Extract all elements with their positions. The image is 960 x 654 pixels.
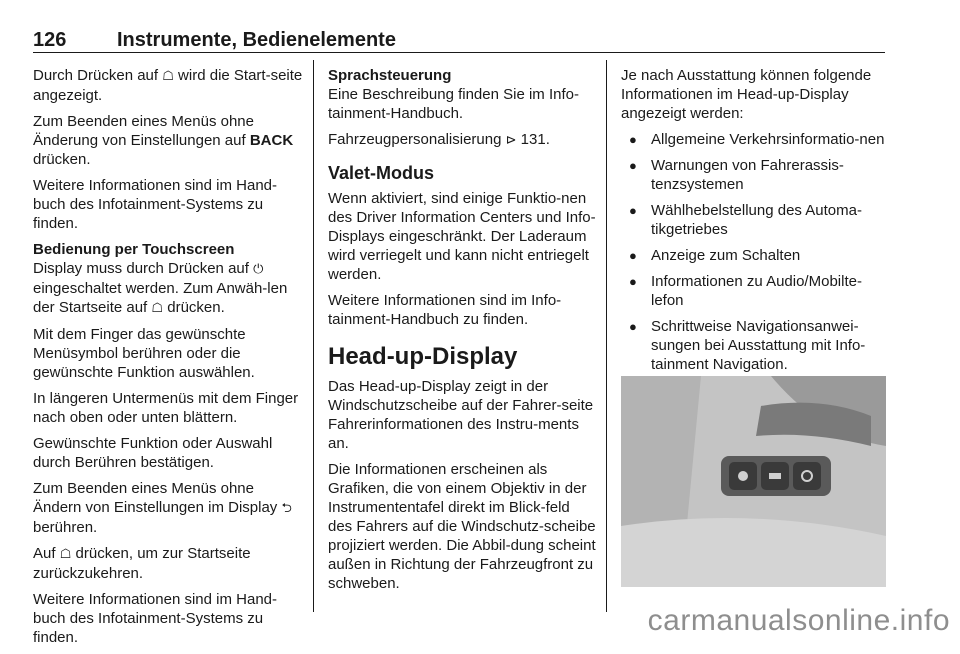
paragraph: Zum Beenden eines Menüs ohne Änderung von Einstellungen auf BACK drücken. [33, 113, 294, 168]
watermark: carmanualsonline.info [647, 604, 950, 637]
list-item: ● Anzeige zum Schalten [621, 246, 887, 265]
home-icon: ☖ [162, 69, 174, 84]
home-icon: ☖ [151, 301, 164, 316]
column-1 [33, 66, 303, 654]
paragraph: In längeren Untermenüs mit dem Finger nach oben oder unten blättern. [33, 390, 299, 426]
list-item: ● Warnungen von Fahrerassis-tenzsystemen [621, 156, 887, 194]
page-header [33, 26, 885, 53]
paragraph: Je nach Ausstattung können folgende Informationen im Head-up-Display angezeigt werden: [621, 67, 872, 122]
paragraph: Weitere Informationen sind im Info-tainment-Handbuch zu finden. [328, 292, 562, 328]
paragraph: Zum Beenden eines Menüs ohne Ändern von Einstellungen im Display ⮌ berühren. [33, 480, 292, 536]
list-item: ● Informationen zu Audio/Mobilte-lefon [621, 272, 887, 310]
paragraph: Die Informationen erscheinen als Grafiken, die von einem Objektiv in der Instrumententafel direkt im Blick-feld des Fahrers auf die Windschutz-scheibe projiziert werden. Die Abbil-dung scheint außen in Richtung der Fahrzeugfront zu schweben. [328, 461, 596, 592]
column-divider [313, 60, 314, 612]
paragraph: Gewünschte Funktion oder Auswahl durch Berühren bestätigen. [33, 435, 273, 471]
subheading-touchscreen: Bedienung per Touchscreen [33, 241, 235, 258]
page-title: Instrumente, Bedienelemente [117, 29, 396, 51]
paragraph: Auf ☖ drücken, um zur Startseite zurückzukehren. [33, 545, 251, 582]
bullet-list [621, 130, 887, 374]
column-divider [606, 60, 607, 612]
paragraph: Weitere Informationen sind im Hand-buch des Infotainment-Systems zu finden. [33, 591, 277, 646]
page-number: 126 [33, 29, 67, 51]
paragraph: Das Head-up-Display zeigt in der Windschutzscheibe auf der Fahrer-seite Fahrerinformationen des Instru-ments an. [328, 378, 594, 452]
list-item: ● Wählhebelstellung des Automa-tikgetriebes [621, 201, 887, 239]
subheading-voice-control: Sprachsteuerung [328, 67, 452, 84]
paragraph: Fahrzeugpersonalisierung ⊳ 131. [328, 131, 550, 148]
heading-valet-mode: Valet-Modus [328, 163, 435, 183]
paragraph: Durch Drücken auf ☖ wird die Start-seite angezeigt. [33, 67, 303, 104]
home-icon: ☖ [59, 547, 72, 562]
paragraph: Eine Beschreibung finden Sie im Info-tainment-Handbuch. [328, 86, 579, 122]
column-3 [621, 66, 887, 381]
hud-control-illustration [621, 376, 886, 587]
hud-control-photo [621, 376, 886, 587]
paragraph: Wenn aktiviert, sind einige Funktio-nen des Driver Information Centers und Info-Displays eingeschränkt. Der Laderaum wird verriegelt und kann nicht entriegelt werden. [328, 190, 596, 283]
paragraph: Mit dem Finger das gewünschte Menüsymbol berühren oder die gewünschte Funktion auswählen. [33, 326, 255, 381]
paragraph: Weitere Informationen sind im Hand-buch des Infotainment-Systems zu finden. [33, 177, 277, 232]
column-2 [328, 66, 596, 600]
back-icon: ⮌ [281, 501, 292, 516]
power-icon: ⏻ [253, 262, 264, 277]
list-item: ● Schrittweise Navigationsanwei-sungen bei Ausstattung mit Info-tainment Navigation. [621, 317, 887, 374]
heading-head-up-display: Head-up-Display [328, 343, 518, 370]
back-label: BACK [249, 132, 294, 149]
paragraph: Display muss durch Drücken auf ⏻ eingeschaltet werden. Zum Anwäh-len der Startseite auf ☖ drücken. [33, 260, 288, 316]
page-reference-icon: ⊳ [505, 133, 517, 148]
list-item: ● Allgemeine Verkehrsinformatio-nen [621, 130, 887, 149]
